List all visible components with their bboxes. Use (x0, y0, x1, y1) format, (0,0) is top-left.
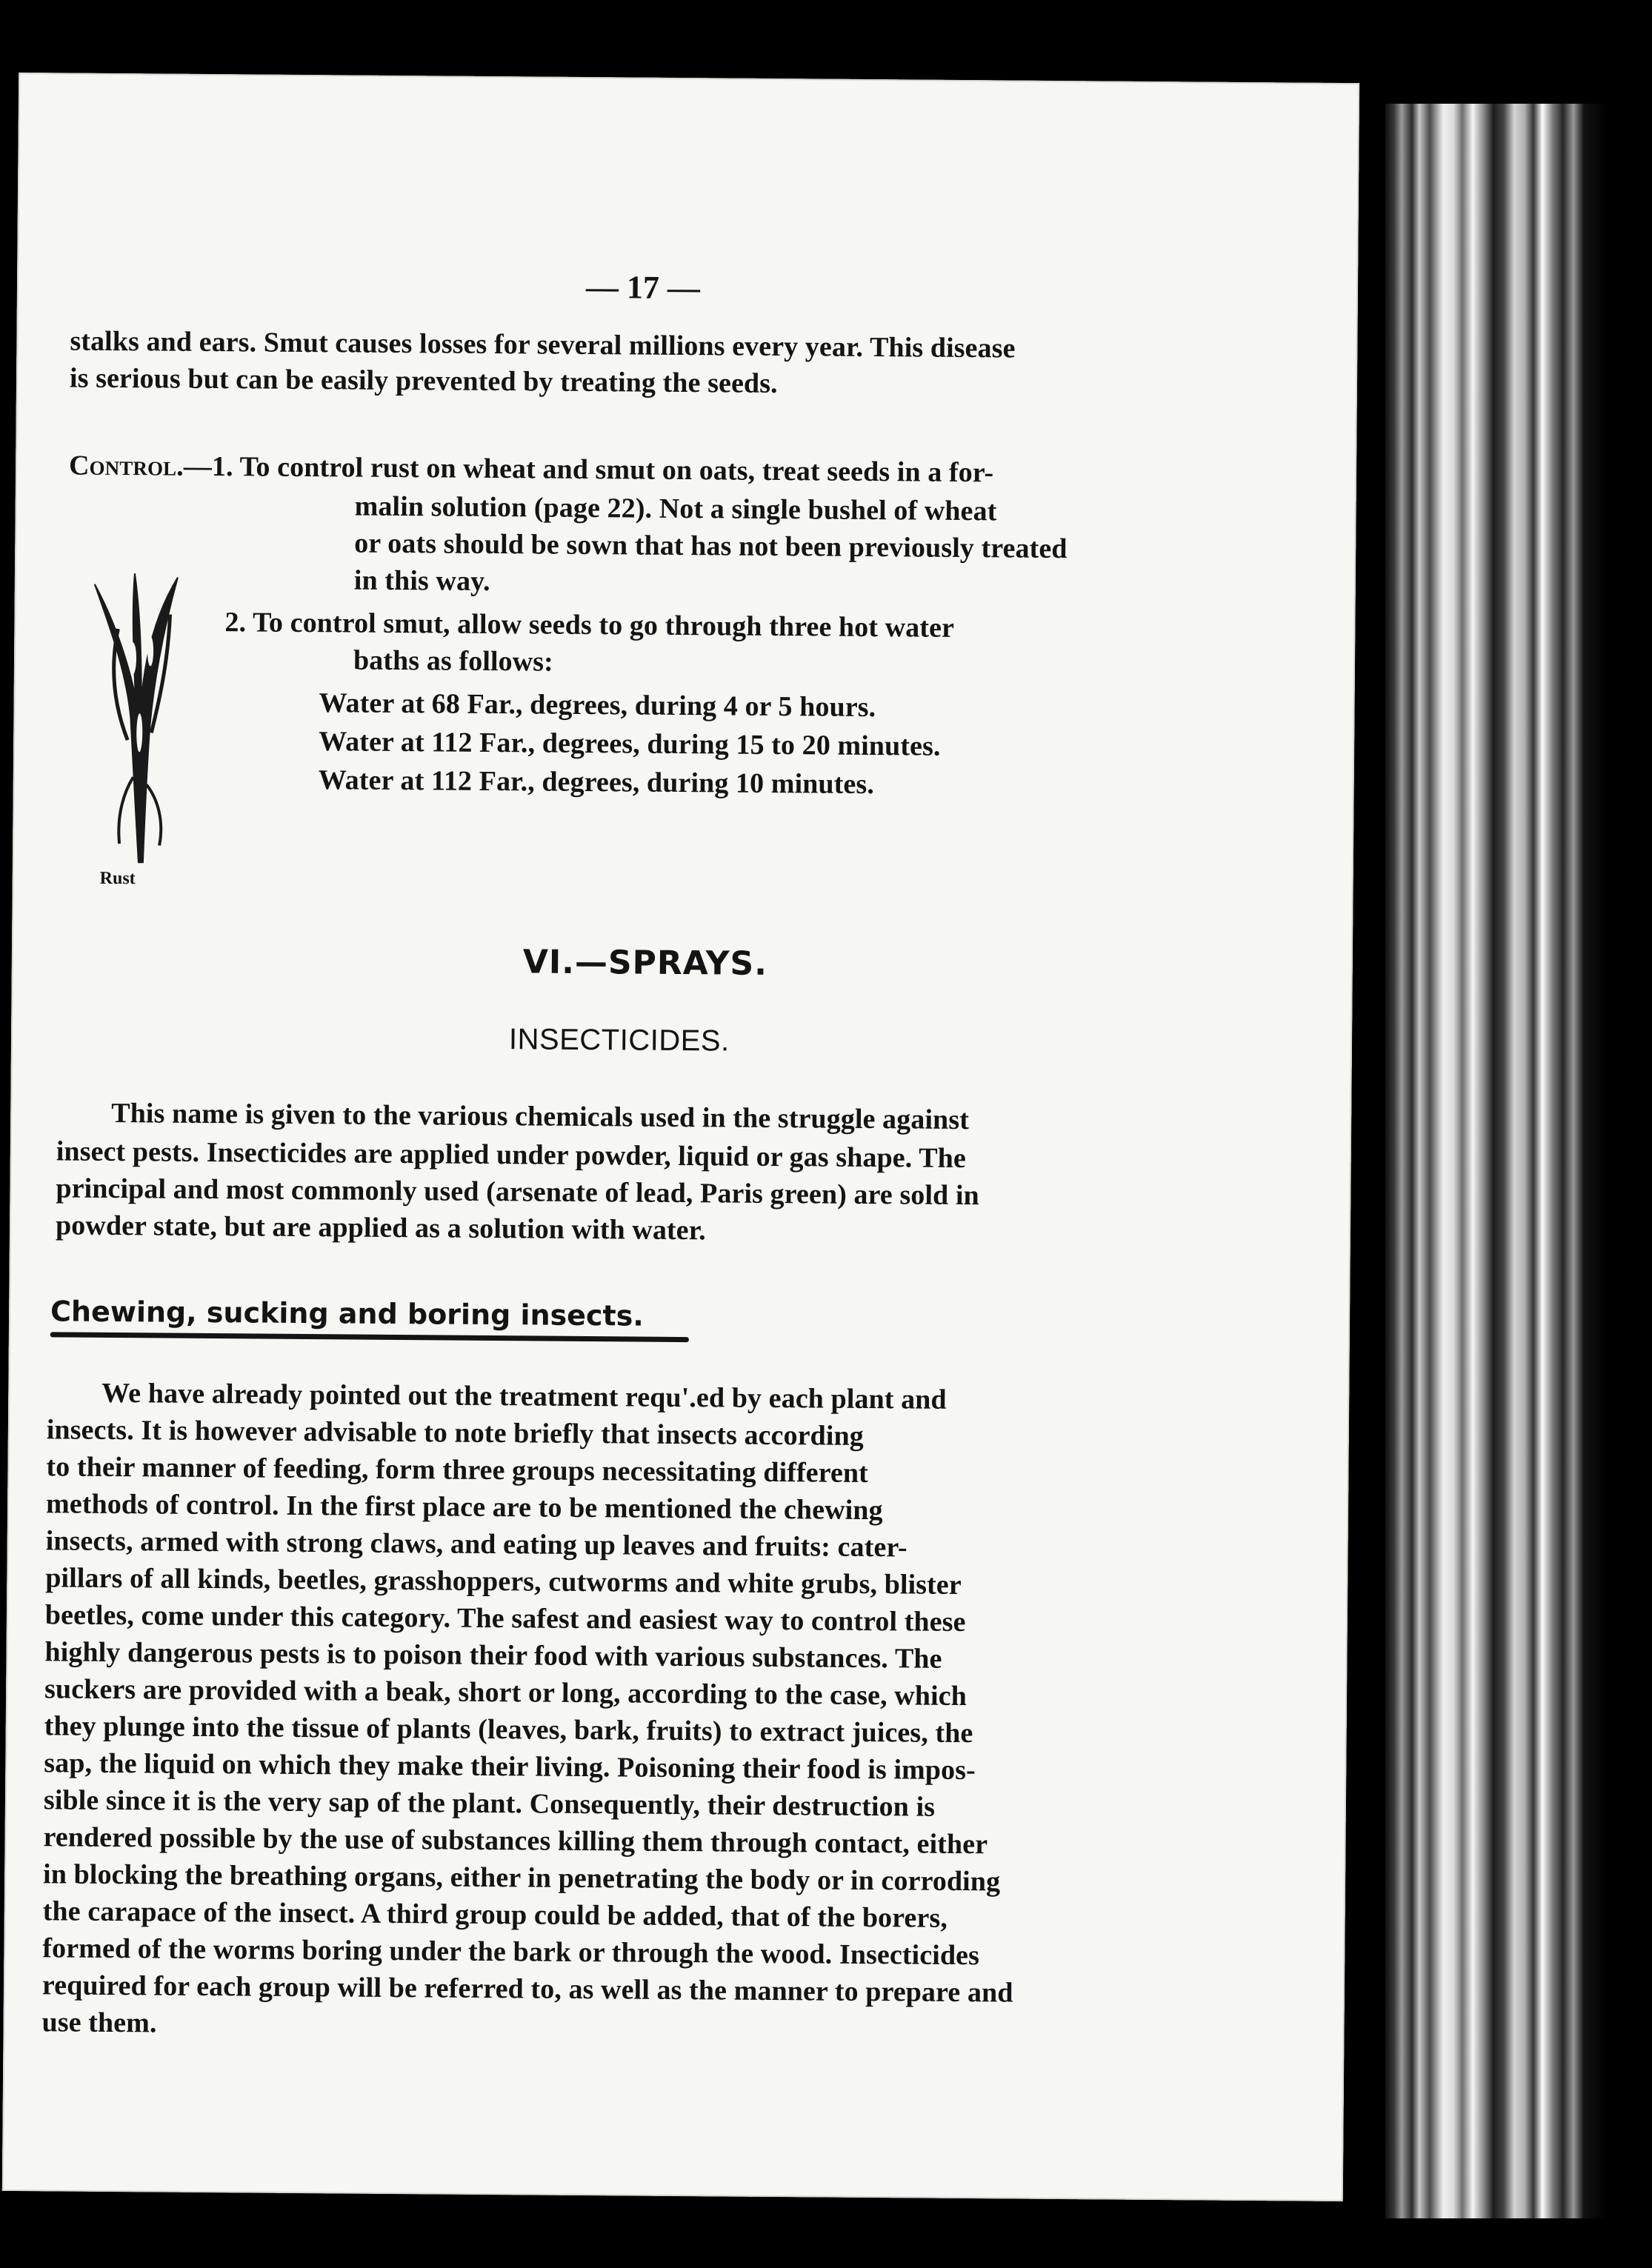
control-item-1-text: —1. To control rust on wheat and smut on oats, treat seeds in a for- (183, 450, 994, 489)
control-line-3: or oats should be sown that has not been previously treated (354, 527, 1068, 565)
page-number: — 17 — (585, 268, 701, 307)
insecticides-line-4: powder state, but are applied as a solution with water. (55, 1210, 706, 1247)
insects-line-16: formed of the worms boring under the bark or through the wood. Insecticides (42, 1932, 980, 1972)
insects-line-8: highly dangerous pests is to poison their food with various substances. The (44, 1636, 942, 1675)
insects-line-18: use them. (41, 2007, 157, 2039)
insects-line-15: the carapace of the insect. A third group could be added, that of the borers, (42, 1895, 948, 1934)
insects-line-1: We have already pointed out the treatment requ'.ed by each plant and (101, 1377, 947, 1415)
insecticides-line-1: This name is given to the various chemicals used in the struggle against (111, 1097, 970, 1136)
figure-caption: Rust (99, 868, 136, 889)
insects-line-3: to their manner of feeding, form three groups necessitating different (46, 1451, 869, 1489)
insects-line-7: beetles, come under this category. The safest and easiest way to control these (44, 1599, 966, 1638)
insecticides-line-2: insect pests. Insecticides are applied under powder, liquid or gas shape. The (56, 1135, 967, 1175)
insects-line-4: methods of control. In the first place are to be mentioned the chewing (45, 1488, 883, 1527)
section-heading: VI.—SPRAYS. (522, 943, 768, 983)
intro-line-1: stalks and ears. Smut causes losses for several millions every year. This disease (70, 325, 1016, 364)
book-spine-edges (1385, 104, 1608, 2218)
bath-line-2: Water at 112 Far., degrees, during 15 to 20 minutes. (319, 726, 941, 762)
control-line-1 (69, 449, 993, 489)
control-line-2: malin solution (page 22). Not a single bushel of wheat (354, 490, 997, 527)
insects-line-5: insects, armed with strong claws, and eating up leaves and fruits: cater- (45, 1525, 907, 1564)
control-line-4: in this way. (353, 564, 490, 597)
insects-line-13: rendered possible by the use of substances killing them through contact, either (43, 1821, 988, 1861)
bath-line-3: Water at 112 Far., degrees, during 10 minutes. (318, 764, 875, 801)
insects-heading: Chewing, sucking and boring insects. (50, 1295, 644, 1333)
control-item-2-line-1: 2. To control smut, allow seeds to go through three hot water (224, 607, 955, 644)
bath-line-1: Water at 68 Far., degrees, during 4 or 5 hours. (319, 687, 876, 724)
rust-plant-icon (87, 570, 193, 867)
insects-line-17: required for each group will be referred to, as well as the manner to prepare and (41, 1970, 1013, 2009)
control-item-2-line-2: baths as follows: (353, 644, 554, 678)
control-label: Control. (68, 450, 184, 482)
insects-line-11: sap, the liquid on which they make their living. Poisoning their food is impos- (44, 1747, 976, 1787)
insects-line-12: sible since it is the very sap of the plant. Consequently, their destruction is (43, 1784, 936, 1823)
insects-line-6: pillars of all kinds, beetles, grasshoppers, cutworms and white grubs, blister (45, 1562, 962, 1601)
book-page (2, 73, 1359, 2201)
heading-underline (50, 1332, 689, 1342)
insects-line-2: insects. It is however advisable to note briefly that insects according (46, 1414, 865, 1452)
insects-line-10: they plunge into the tissue of plants (leaves, bark, fruits) to extract juices, the (44, 1710, 973, 1750)
intro-line-2: is serious but can be easily prevented by treating the seeds. (69, 362, 778, 399)
insecticides-line-3: principal and most commonly used (arsenate of lead, Paris green) are sold in (56, 1173, 980, 1212)
subheading: INSECTICIDES. (508, 1023, 730, 1058)
insects-line-9: suckers are provided with a beak, short or long, according to the case, which (44, 1673, 967, 1712)
insects-line-14: in blocking the breathing organs, either in penetrating the body or in corroding (42, 1858, 1001, 1898)
